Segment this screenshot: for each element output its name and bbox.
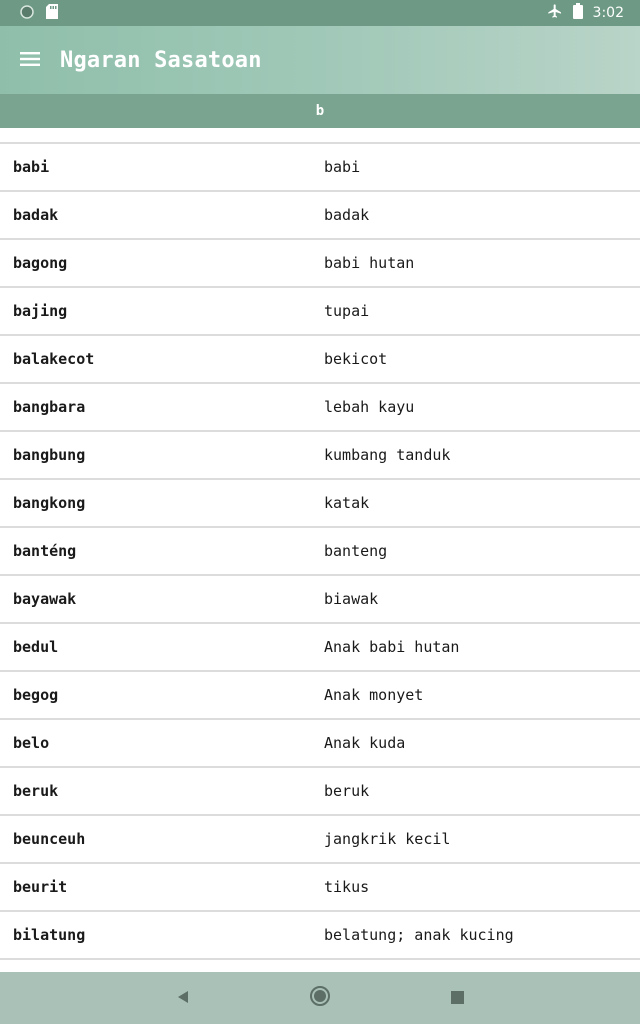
word-label: bedul: [13, 638, 59, 656]
meaning-label: katak: [324, 494, 370, 512]
list-item[interactable]: [0, 528, 640, 576]
sd-card-icon: [46, 4, 58, 23]
list-item[interactable]: [0, 144, 640, 192]
meaning-label: babi hutan: [324, 254, 415, 272]
battery-icon: [573, 3, 583, 23]
status-time: 3:02: [592, 5, 624, 21]
circle-notification-icon: [20, 4, 34, 23]
navigation-bar: [0, 972, 640, 1024]
meaning-label: Anak kuda: [324, 734, 406, 752]
meaning-label: babi: [324, 158, 361, 176]
hamburger-menu-icon: [20, 51, 40, 70]
word-label: balakecot: [13, 350, 95, 368]
back-button[interactable]: [153, 972, 213, 1024]
meaning-label: Anak monyet: [324, 686, 424, 704]
meaning-label: tupai: [324, 302, 370, 320]
meaning-label: kumbang tanduk: [324, 446, 451, 464]
list-item[interactable]: [0, 768, 640, 816]
list-item[interactable]: [0, 864, 640, 912]
meaning-label: jangkrik kecil: [324, 830, 451, 848]
word-list[interactable]: [0, 128, 640, 972]
word-label: bangbara: [13, 398, 86, 416]
word-label: bangbung: [13, 446, 86, 464]
menu-button[interactable]: [0, 26, 60, 94]
word-label: bangkong: [13, 494, 86, 512]
list-item[interactable]: [0, 576, 640, 624]
section-letter: b: [315, 103, 325, 119]
list-item[interactable]: [0, 288, 640, 336]
meaning-label: biawak: [324, 590, 379, 608]
word-label: beurit: [13, 878, 68, 896]
word-label: bajing: [13, 302, 68, 320]
section-header: [0, 94, 640, 128]
airplane-mode-icon: [547, 3, 563, 23]
recents-button[interactable]: [427, 972, 487, 1024]
meaning-label: belatung; anak kucing: [324, 926, 514, 944]
status-right-icons: [547, 3, 624, 23]
list-item[interactable]: [0, 480, 640, 528]
meaning-label: beruk: [324, 782, 370, 800]
list-item[interactable]: [0, 240, 640, 288]
list-item[interactable]: [0, 432, 640, 480]
meaning-label: badak: [324, 206, 370, 224]
home-button[interactable]: [290, 972, 350, 1024]
list-item[interactable]: [0, 720, 640, 768]
status-bar: [0, 0, 640, 26]
list-item[interactable]: [0, 912, 640, 960]
word-label: bayawak: [13, 590, 77, 608]
app-bar: [0, 26, 640, 94]
word-label: begog: [13, 686, 59, 704]
meaning-label: tikus: [324, 878, 370, 896]
list-divider: [0, 128, 640, 144]
meaning-label: banteng: [324, 542, 388, 560]
word-label: beunceuh: [13, 830, 86, 848]
list-item[interactable]: [0, 672, 640, 720]
meaning-label: lebah kayu: [324, 398, 415, 416]
word-label: belo: [13, 734, 50, 752]
meaning-label: Anak babi hutan: [324, 638, 460, 656]
meaning-label: bekicot: [324, 350, 388, 368]
word-label: bagong: [13, 254, 68, 272]
word-label: bilatung: [13, 926, 86, 944]
recents-icon: [451, 989, 464, 1008]
page-title: Ngaran Sasatoan: [60, 47, 262, 73]
word-label: banténg: [13, 542, 77, 560]
status-left-icons: [20, 4, 58, 23]
word-label: beruk: [13, 782, 59, 800]
list-item[interactable]: [0, 384, 640, 432]
home-icon: [309, 985, 331, 1011]
word-label: babi: [13, 158, 50, 176]
list-item[interactable]: [0, 816, 640, 864]
list-item[interactable]: [0, 336, 640, 384]
list-item[interactable]: [0, 624, 640, 672]
list-item[interactable]: [0, 192, 640, 240]
word-label: badak: [13, 206, 59, 224]
back-icon: [176, 989, 190, 1008]
